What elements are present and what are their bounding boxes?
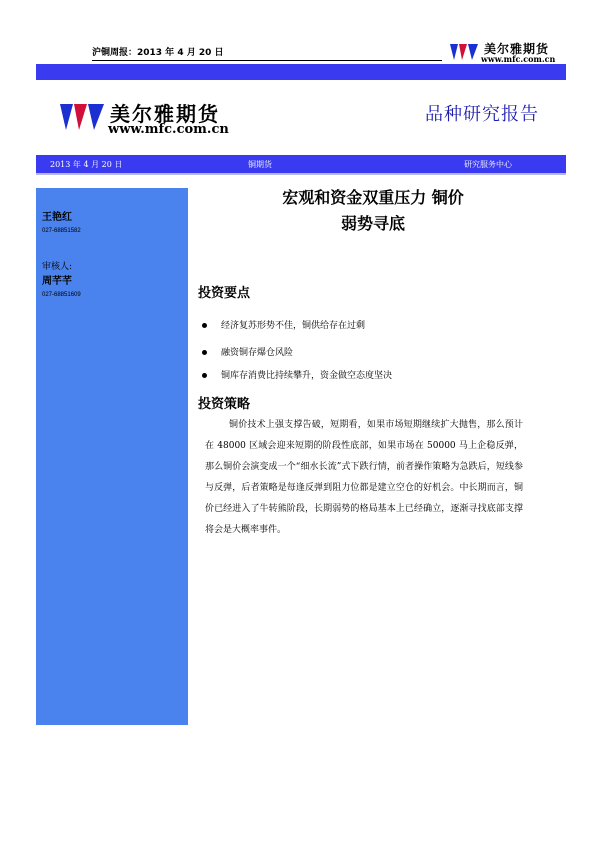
company-logo <box>60 98 260 142</box>
strategy-body: 铜价技术上强支撑告破，短期看，如果市场短期继续扩大抛售，那么预计在 48000 区域会迎来短期的阶段性底部，如果市场在 50000 马上企稳反弹，那么铜价会演变成一个“细水长流”式下跌行情，前者操作策略为急跌后，短线参与反弹，后者策略是每逢反弹到阻力位都是建立空仓的好机会。中长期而言，铜价已经进入了牛转熊阶段，长期弱势的格局基本上已经确立，逐渐寻找底部支撑将会是大概率事件。 <box>205 420 523 535</box>
headline <box>198 185 548 237</box>
header-logo <box>450 40 575 66</box>
key-point-text: 经济复苏形势不佳，铜供给存在过剩 <box>221 321 366 331</box>
report-type: 品种研究报告 <box>425 104 539 125</box>
key-point-text: 铜库存消费比持续攀升，资金做空态度坚决 <box>221 371 393 381</box>
logo-mark-icon <box>60 100 106 134</box>
key-point-item <box>202 345 293 358</box>
company-url: www.mfc.com.cn <box>108 122 229 137</box>
bullet-icon <box>202 350 207 355</box>
key-point-item <box>202 318 365 331</box>
analyst-name: 王艳红 <box>42 212 72 223</box>
key-point-item <box>202 368 392 381</box>
report-date: 2013 年 4 月 20 日 <box>50 160 123 169</box>
company-brand: 美尔雅期货 <box>110 102 220 126</box>
reviewer-name: 周芊芊 <box>42 276 72 287</box>
bullet-icon <box>202 373 207 378</box>
key-point-text: 融资铜存爆仓风险 <box>221 348 294 358</box>
header-band <box>36 64 566 80</box>
header-url: www.mfc.com.cn <box>481 54 556 64</box>
header-divider <box>92 60 442 61</box>
header-title: 沪铜周报：2013 年 4 月 20 日 <box>92 48 224 58</box>
info-band <box>36 155 566 175</box>
key-points-heading: 投资要点 <box>198 286 251 301</box>
headline-line-1: 宏观和资金双重压力 铜价 <box>282 188 464 207</box>
report-product: 铜期货 <box>248 160 272 169</box>
strategy-heading: 投资策略 <box>198 397 251 412</box>
analyst-phone: 027-68851582 <box>42 228 81 234</box>
header-brand: 美尔雅期货 <box>484 42 550 56</box>
reviewer-phone: 027-68851609 <box>42 292 81 298</box>
logo-mark-icon <box>450 42 480 62</box>
report-department: 研究服务中心 <box>464 160 512 169</box>
headline-line-2: 弱势寻底 <box>340 214 405 233</box>
reviewer-label: 审核人: <box>42 262 73 272</box>
bullet-icon <box>202 323 207 328</box>
